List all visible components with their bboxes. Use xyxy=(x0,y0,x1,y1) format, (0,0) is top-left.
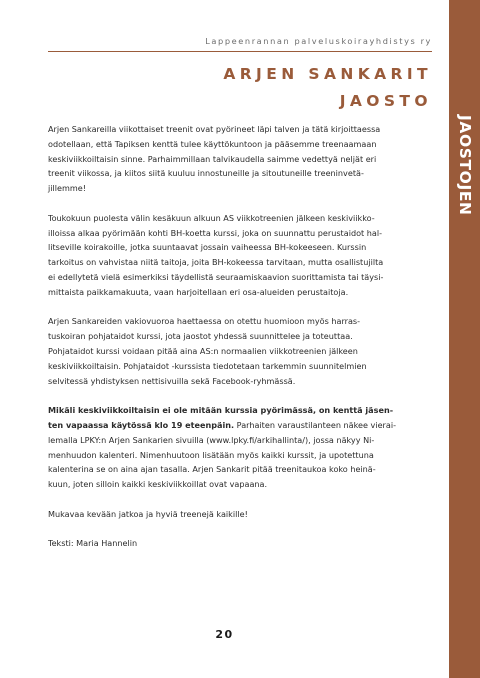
paragraph-course: Toukokuun puolesta välin kesäkuun alkuun AS viikkotreenien jälkeen keskiviikko- illoissa alkaa pyörimään kohti BH-koetta kurssi, joka on suunnattu perustaidot hal- litseville koirakoille, jotka suuntaavat jossain vaiheessa BH-kokeeseen. Kurssin tarkoitus on vahvistaa niitä taitoja, joita BH-kokeessa tarvitaan, mutta osallistujilta ei edellytetä vielä esimerkiksi täydellistä seuraamiskaavion suorittamista tai täysi- mittaista paikkamakuuta, vaan harjoitellaan eri osa-alueiden perustaitoja. xyxy=(48,212,384,297)
section-label: JAOSTOJEN KUULUMISET xyxy=(425,105,474,225)
paragraph-closing: Mukavaa kevään jatkoa ja hyviä treenejä kaikille! xyxy=(48,508,248,519)
paragraph-intro: Arjen Sankareilla viikottaiset treenit ovat pyörineet läpi talven ja tätä kirjoittaessa odotellaan, että Tapiksen kenttä tulee käyttökuntoon ja pääsemme treenaamaan keskiviikkoiltaisin sinne. Parhaimmillaan talvikaudella saimme vedettyä neljät eri treenit viikossa, ja kiitos siitä kuuluu innostuneille ja sitoutuneille treeninvetä- jillemme! xyxy=(48,124,381,194)
page-title-line-2: JAOSTO xyxy=(339,92,432,110)
header-divider xyxy=(48,51,432,52)
field-availability-details: Parhaiten varaustilanteen näkee vierai- lemalla LPKY:n Arjen Sankarien sivuilla (www.lpky.fi/arkihallinta/), jossa näkyy Ni- menhuudon kalenteri. Nimenhuutoon lisätään myös kaikki kurssit, ja upotettuna kalenterina se on aina ajan tasalla. Arjen Sankarit pitää treenitaukoa koko heinä- kuun, joten silloin kaikki keskiviikkoillat ovat vapaana. xyxy=(48,419,397,490)
article-body xyxy=(48,122,432,566)
page-title-line-1: ARJEN SANKARIT xyxy=(223,65,432,83)
paragraph-field-availability xyxy=(48,403,432,492)
side-band xyxy=(425,0,480,678)
paragraph-basics-course: Arjen Sankareiden vakiovuoroa haettaessa on otettu huomioon myös harras- tuskoiran pohjataidot kurssi, jota jaostot yhdessä suunnittelee ja toteuttaa. Pohjataidot kurssi voidaan pitää aina AS:n normaalien viikkotreenien jälkeen keskiviikkoiltaisin. Pohjataidot -kurssista tiedotetaan tarkemmin suunnitelmien selvitessä yhdistyksen nettisivuilla sekä Facebook-ryhmässä. xyxy=(48,316,367,386)
field-availability-highlight: Mikäli keskiviikkoiltaisin ei ole mitään kurssia pyörimässä, on kenttä jäsen- ten vapaassa käytössä klo 19 eteenpäin. xyxy=(48,405,394,430)
organization-name: Lappeenrannan palveluskoirayhdistys ry xyxy=(205,36,432,46)
page-number: 20 xyxy=(215,628,234,641)
article-author: Teksti: Maria Hannelin xyxy=(48,538,138,549)
